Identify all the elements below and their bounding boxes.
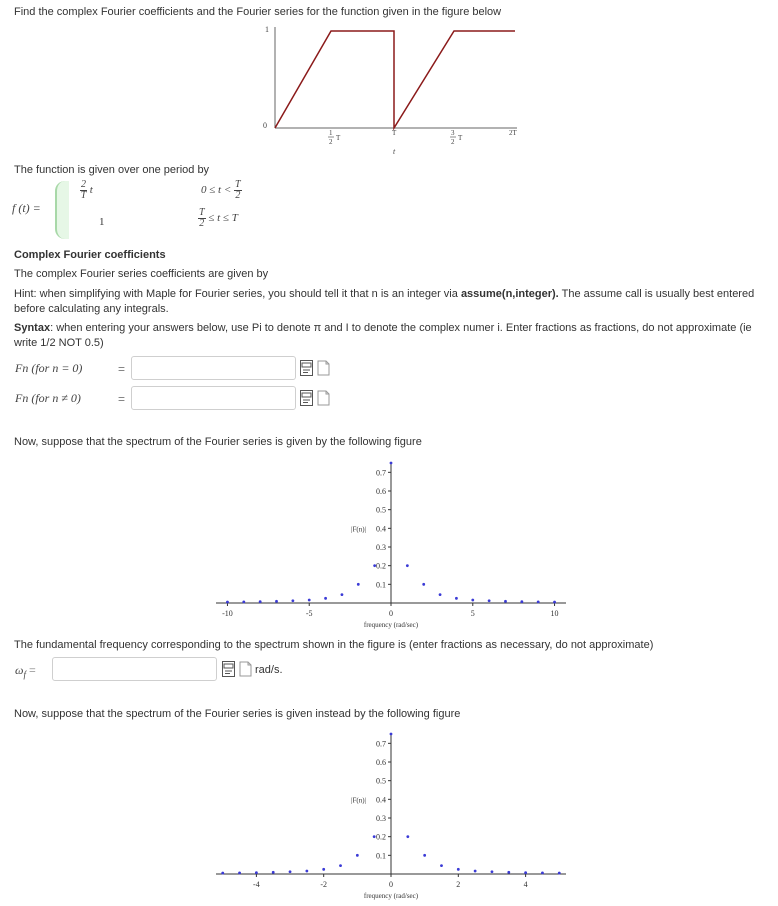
fn-zero-input[interactable] — [131, 356, 296, 380]
spectrum-point — [221, 872, 224, 875]
spectrum-point — [356, 854, 359, 857]
spectrum2-chart — [200, 726, 580, 904]
y-tick-label: 0.2 — [376, 561, 386, 571]
spectrum-point — [507, 871, 510, 874]
spectrum1-intro: Now, suppose that the spectrum of the Fourier series is given by the following figure — [14, 436, 422, 448]
x-tick-label: 0 — [389, 609, 393, 618]
x-tick-label: -10 — [222, 609, 233, 618]
spectrum-point — [537, 600, 540, 603]
x-tick-label: 10 — [550, 609, 559, 618]
spectrum-point — [422, 583, 425, 586]
spectrum-point — [541, 871, 544, 874]
y-axis-label: |F(n)| — [351, 796, 366, 805]
coefficients-heading: Complex Fourier coefficients — [14, 249, 166, 261]
spectrum-point — [305, 870, 308, 873]
piece2-value: 1 — [99, 216, 105, 228]
fn-nonzero-label: Fn (for n ≠ 0) — [15, 391, 81, 405]
spectrum-point — [455, 597, 458, 600]
spectrum-point — [406, 835, 409, 838]
y-tick-label: 0.6 — [376, 758, 386, 767]
maple-hint: Hint: when simplifying with Maple for Fourier series, you should tell it that n is an integer via assume(n,integer). The assume call is usually best entered before calculating any integrals. — [14, 288, 755, 315]
piece1-condition: 0 ≤ t < $\frac{T}{2}$ — [201, 179, 241, 201]
plot-y-tick: 1 — [265, 25, 269, 34]
equation-editor-icon[interactable] — [300, 360, 313, 376]
equation-editor-icon[interactable] — [300, 390, 313, 406]
x-tick-label: -4 — [253, 880, 260, 889]
spectrum-point — [440, 864, 443, 867]
y-tick-label: 0.4 — [376, 795, 386, 805]
y-tick-label: 0.4 — [376, 524, 386, 534]
fn-nonzero-input[interactable] — [131, 386, 296, 410]
y-axis-label: |F(n)| — [351, 525, 366, 534]
spectrum1-question: The fundamental frequency corresponding to the spectrum shown in the figure is (enter fractions as necessary, do not approximate) — [14, 639, 654, 651]
spectrum-point — [504, 600, 507, 603]
function-intro: The function is given over one period by — [14, 164, 210, 176]
spectrum-point — [242, 600, 245, 603]
y-tick-label: 0.3 — [376, 814, 386, 823]
y-tick-label: 0.5 — [376, 505, 386, 515]
svg-text:T: T — [458, 134, 463, 142]
spectrum-point — [471, 599, 474, 602]
spectrum-point — [291, 599, 294, 602]
y-tick-label: 0.1 — [376, 580, 386, 590]
y-tick-label: 0.1 — [376, 851, 386, 861]
piece2-condition: $\frac{T}{2}$ ≤ t ≤ T — [199, 207, 238, 229]
spectrum-point — [373, 835, 376, 838]
spectrum-point — [474, 870, 477, 873]
spectrum-point — [390, 733, 393, 736]
spectrum-point — [272, 871, 275, 874]
svg-text:1: 1 — [329, 129, 333, 137]
svg-text:2: 2 — [329, 138, 333, 146]
y-tick-label: 0.6 — [376, 487, 386, 496]
spectrum-point — [259, 600, 262, 603]
spectrum-point — [520, 600, 523, 603]
spectrum-point — [255, 871, 258, 874]
coefficients-intro: The complex Fourier series coefficients are given by — [14, 268, 269, 280]
spectrum-point — [423, 854, 426, 857]
spectrum2-intro: Now, suppose that the spectrum of the Fourier series is given instead by the following figure — [14, 708, 461, 720]
spectrum-point — [457, 868, 460, 871]
fn-zero-equals: = — [118, 362, 126, 376]
spectrum-point — [491, 870, 494, 873]
x-axis-label: frequency (rad/sec) — [363, 892, 419, 900]
plot-tick-T: T — [392, 129, 397, 137]
spectrum-point — [341, 593, 344, 596]
function-plot — [255, 22, 535, 156]
fn-zero-label: Fn (for n = 0) — [15, 361, 83, 375]
y-tick-label: 0.3 — [376, 543, 386, 552]
spectrum-point — [390, 462, 393, 465]
syntax-note: Syntax: when entering your answers below, use Pi to denote π and I to denote the complex numer i. Enter fractions as fractions, do not approximate (ie write 1/2 NOT 0.5) — [14, 322, 752, 349]
spectrum-point — [439, 593, 442, 596]
spectrum-point — [308, 599, 311, 602]
spectrum-point — [324, 597, 327, 600]
preview-icon[interactable] — [239, 661, 252, 677]
spectrum-point — [488, 599, 491, 602]
spectrum-point — [406, 564, 409, 567]
spectrum1-chart — [200, 455, 580, 633]
preview-icon[interactable] — [317, 390, 330, 406]
piece1-expression: $\frac{2}{T}$ t — [80, 179, 93, 201]
omega-f-input[interactable] — [52, 657, 217, 681]
equation-editor-icon[interactable] — [222, 661, 235, 677]
plot-x-label: t — [393, 147, 396, 156]
svg-text:T: T — [336, 134, 341, 142]
plot-tick-2T: 2T — [509, 129, 517, 137]
plot-tick-three-half-T — [450, 129, 463, 146]
svg-text:2: 2 — [451, 138, 455, 146]
spectrum-point — [558, 872, 561, 875]
spectrum-point — [373, 564, 376, 567]
plot-origin: 0 — [263, 121, 267, 130]
x-axis-label: frequency (rad/sec) — [363, 621, 419, 629]
function-ramp-line — [275, 31, 515, 128]
y-tick-label: 0.7 — [376, 468, 386, 478]
spectrum-point — [553, 601, 556, 604]
spectrum-point — [238, 871, 241, 874]
x-tick-label: 5 — [470, 609, 475, 618]
spectrum-point — [275, 600, 278, 603]
y-tick-label: 0.5 — [376, 776, 386, 786]
spectrum-point — [226, 601, 229, 604]
spectrum-point — [289, 870, 292, 873]
spectrum-point — [357, 583, 360, 586]
omega-f-unit: rad/s. — [255, 664, 283, 676]
preview-icon[interactable] — [317, 360, 330, 376]
fn-nonzero-equals: = — [118, 392, 126, 406]
spectrum-point — [322, 868, 325, 871]
x-tick-label: 4 — [523, 880, 528, 889]
svg-text:3: 3 — [451, 129, 455, 137]
function-lhs: f (t) = — [12, 201, 41, 215]
x-tick-label: -2 — [320, 880, 328, 889]
x-tick-label: -5 — [305, 609, 313, 618]
question-intro: Find the complex Fourier coefficients and the Fourier series for the function given in the figure below — [14, 6, 502, 18]
y-tick-label: 0.2 — [376, 832, 386, 842]
x-tick-label: 0 — [389, 880, 393, 889]
piecewise-brace — [55, 181, 69, 239]
plot-tick-half-T — [328, 129, 341, 146]
spectrum-point — [524, 871, 527, 874]
x-tick-label: 2 — [456, 880, 461, 889]
omega-f-label: $\omega_f$ = — [15, 663, 36, 680]
spectrum-point — [339, 864, 342, 867]
y-tick-label: 0.7 — [376, 739, 386, 749]
